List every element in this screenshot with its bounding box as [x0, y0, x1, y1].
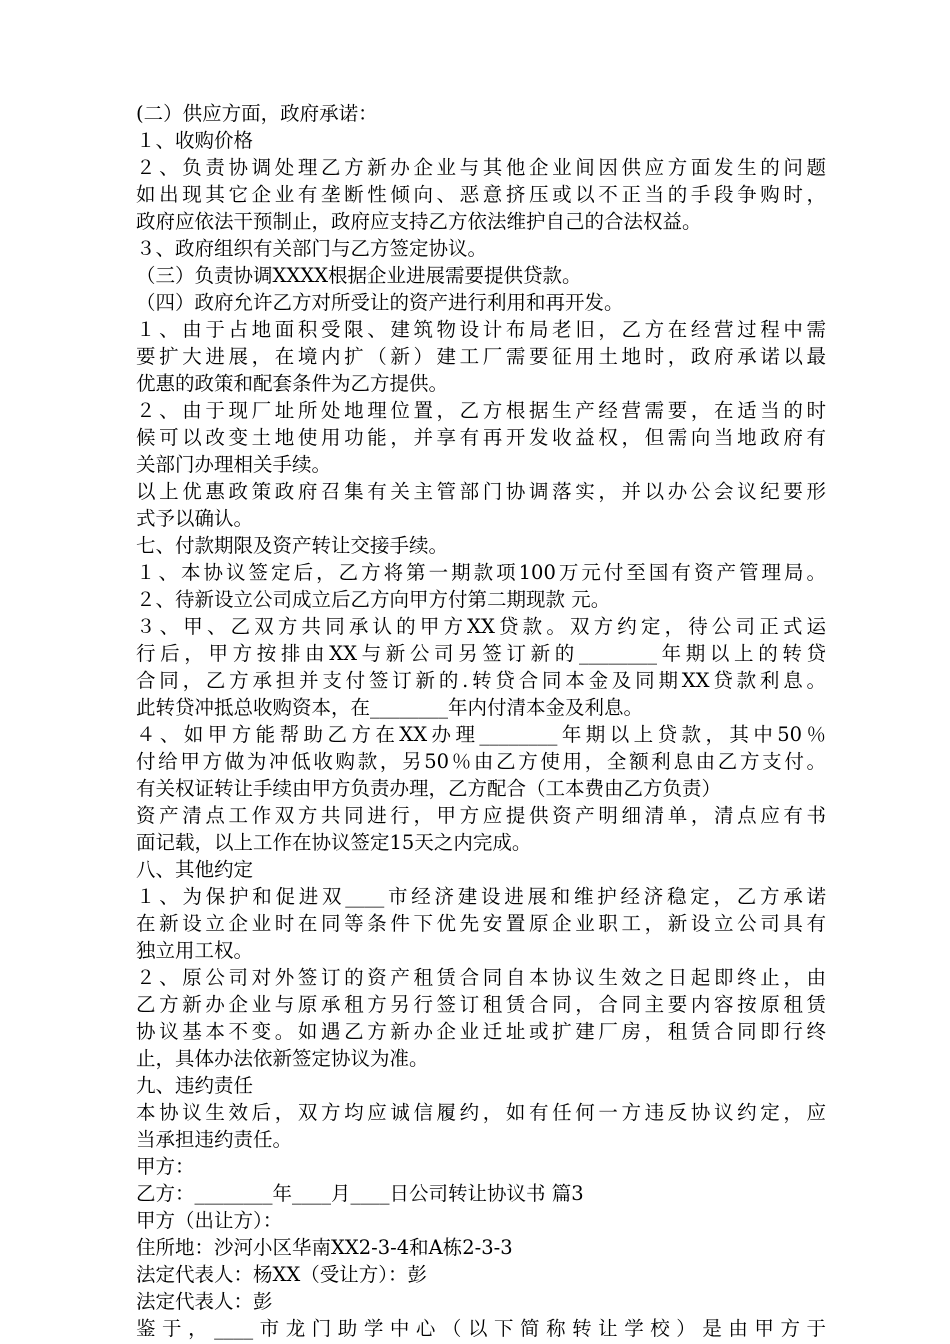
line-section-heading: （四）政府允许乙方对所受让的资产进行利用和再开发。 — [136, 291, 624, 314]
line-paragraph: 以上优惠政策政府召集有关主管部门协调落实，并以办公会议纪要形 — [136, 480, 826, 503]
line-paragraph: ４、如甲方能帮助乙方在XX办理________年期以上贷款，其中50％ — [136, 723, 826, 746]
line-list-item: １、本协议签定后，乙方将第一期款项100万元付至国有资产管理局。 — [136, 561, 826, 584]
line-legal-representative: 法定代表人：彭 — [136, 1290, 273, 1313]
line-paragraph: 合同，乙方承担并支付签订新的.转贷合同本金及同期XX贷款利息。 — [136, 669, 826, 692]
line-paragraph: 面记载，以上工作在协议签定15天之内完成。 — [136, 831, 532, 854]
line-party-b: 乙方：________年____月____日公司转让协议书 篇3 — [136, 1182, 584, 1205]
line-list-item: １、收购价格 — [136, 129, 254, 152]
line-party-a: 甲方： — [136, 1155, 195, 1178]
line-paragraph: 资产清点工作双方共同进行，甲方应提供资产明细清单，清点应有书 — [136, 804, 826, 827]
line-paragraph: 政府应依法干预制止，政府应支持乙方依法维护自己的合法权益。 — [136, 210, 702, 233]
document-body — [136, 100, 826, 1342]
line-paragraph: 本协议生效后，双方均应诚信履约，如有任何一方违反协议约定，应 — [136, 1101, 826, 1124]
line-paragraph: １、由于占地面积受限、建筑物设计布局老旧，乙方在经营过程中需 — [136, 318, 826, 341]
line-legal-representative: 法定代表人：杨XX（受让方）：彭 — [136, 1263, 428, 1286]
line-section-heading: （三）负责协调XXXX根据企业进展需要提供贷款。 — [136, 264, 582, 287]
line-paragraph: ２、由于现厂址所处地理位置，乙方根据生产经营需要，在适当的时 — [136, 399, 826, 422]
line-paragraph: 乙方新办企业与原承租方另行签订租赁合同，合同主要内容按原租赁 — [136, 993, 826, 1016]
line-paragraph: 协议基本不变。如遇乙方新办企业迁址或扩建厂房，租赁合同即行终 — [136, 1020, 826, 1043]
line-paragraph: 独立用工权。 — [136, 939, 254, 962]
line-paragraph: ２、负责协调处理乙方新办企业与其他企业间因供应方面发生的问题 — [136, 156, 826, 179]
line-list-item: ３、政府组织有关部门与乙方签定协议。 — [136, 237, 488, 260]
line-paragraph: 要扩大进展，在境内扩（新）建工厂需要征用土地时，政府承诺以最 — [136, 345, 826, 368]
line-paragraph: 有关权证转让手续由甲方负责办理，乙方配合（工本费由乙方负责） — [136, 777, 722, 800]
line-paragraph: １、为保护和促进双____市经济建设进展和维护经济稳定，乙方承诺 — [136, 885, 826, 908]
line-list-item: ２、待新设立公司成立后乙方向甲方付第二期现款 元。 — [136, 588, 611, 611]
line-address: 住所地：沙河小区华南XX2-3-4和A栋2-3-3 — [136, 1236, 513, 1259]
line-paragraph: 当承担违约责任。 — [136, 1128, 293, 1151]
line-section-heading: (二）供应方面，政府承诺： — [136, 102, 378, 125]
line-paragraph: 鉴于，____市龙门助学中心（以下简称转让学校）是由甲方于 — [136, 1317, 826, 1340]
line-party-a-transferor: 甲方（出让方）： — [136, 1209, 283, 1232]
line-paragraph: 候可以改变土地使用功能，并享有再开发收益权，但需向当地政府有 — [136, 426, 826, 449]
line-section-heading: 七、付款期限及资产转让交接手续。 — [136, 534, 449, 557]
line-paragraph: 优惠的政策和配套条件为乙方提供。 — [136, 372, 449, 395]
line-paragraph: ３、甲、乙双方共同承认的甲方XX贷款。双方约定，待公司正式运 — [136, 615, 826, 638]
line-paragraph: 止，具体办法依新签定协议为准。 — [136, 1047, 429, 1070]
line-section-heading: 九、违约责任 — [136, 1074, 254, 1097]
line-paragraph: 在新设立企业时在同等条件下优先安置原企业职工，新设立公司具有 — [136, 912, 826, 935]
line-paragraph: 关部门办理相关手续。 — [136, 453, 332, 476]
line-section-heading: 八、其他约定 — [136, 858, 254, 881]
line-paragraph: 行后，甲方按排由XX与新公司另签订新的________年期以上的转贷 — [136, 642, 826, 665]
line-paragraph: 此转贷冲抵总收购资本，在________年内付清本金及利息。 — [136, 696, 644, 719]
line-paragraph: 式予以确认。 — [136, 507, 254, 530]
line-paragraph: 付给甲方做为冲低收购款，另50％由乙方使用，全额利息由乙方支付。 — [136, 750, 826, 773]
line-paragraph: 如出现其它企业有垄断性倾向、恶意挤压或以不正当的手段争购时， — [136, 183, 826, 206]
line-paragraph: ２、原公司对外签订的资产租赁合同自本协议生效之日起即终止，由 — [136, 966, 826, 989]
